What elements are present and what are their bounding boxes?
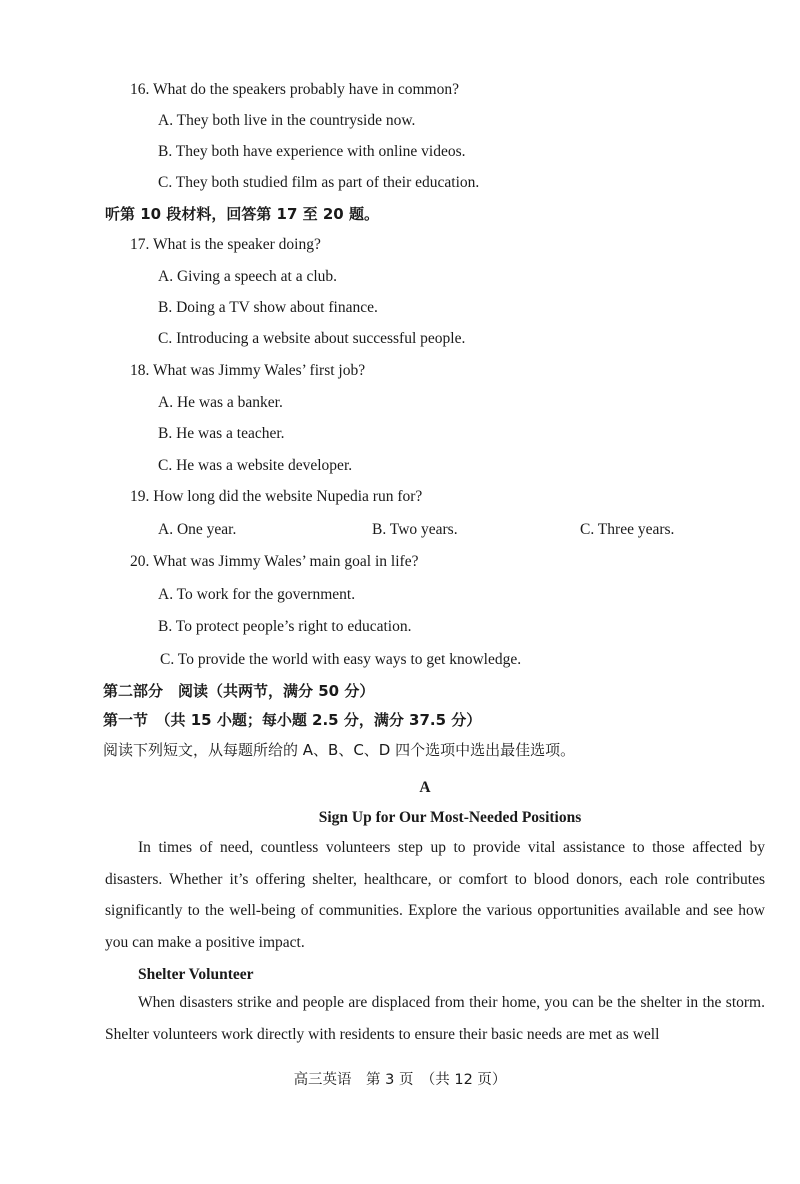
question-16-option-c: C. They both studied film as part of their education. xyxy=(158,174,480,191)
question-17-option-b: B. Doing a TV show about finance. xyxy=(158,299,378,316)
reading-instruction: 阅读下列短文，从每题所给的 A、B、C、D 四个选项中选出最佳选项。 xyxy=(103,741,576,759)
question-19-option-c: C. Three years. xyxy=(580,521,675,538)
passage-title: Sign Up for Our Most-Needed Positions xyxy=(318,809,582,826)
question-16-option-a: A. They both live in the countryside now. xyxy=(158,112,416,129)
question-20-option-c: C. To provide the world with easy ways to get knowledge. xyxy=(160,651,522,668)
question-20-stem: 20. What was Jimmy Wales’ main goal in life? xyxy=(130,553,419,570)
question-17-option-a: A. Giving a speech at a club. xyxy=(158,268,338,285)
question-20-option-b: B. To protect people’s right to education. xyxy=(158,618,412,635)
passage-paragraph-2: When disasters strike and people are displaced from their home, you can be the shelter in the storm. Shelter volunteers work directly with residents to ensure their basic needs are met as well xyxy=(105,994,765,1043)
passage-paragraph-1: In times of need, countless volunteers step up to provide vital assistance to those affected by disasters. Whether it’s offering shelter, healthcare, or comfort to blood donors, each role contributes significantly to the well-being of communities. Explore the various opportunities available and see how you can make a positive impact. xyxy=(105,839,765,951)
question-18-option-a: A. He was a banker. xyxy=(158,394,283,411)
passage-subheading-shelter-volunteer: Shelter Volunteer xyxy=(138,966,254,983)
question-18-option-b: B. He was a teacher. xyxy=(158,425,285,442)
page-footer: 高三英语 第 3 页 （共 12 页） xyxy=(293,1072,507,1088)
question-19-option-b: B. Two years. xyxy=(372,521,458,538)
question-16-stem: 16. What do the speakers probably have in common? xyxy=(130,81,459,98)
passage-letter: A xyxy=(419,779,431,796)
question-19-option-a: A. One year. xyxy=(158,521,237,538)
listening-section-10-instruction: 听第 10 段材料，回答第 17 至 20 题。 xyxy=(105,205,379,223)
question-17-stem: 17. What is the speaker doing? xyxy=(130,236,321,253)
question-18-stem: 18. What was Jimmy Wales’ first job? xyxy=(130,362,366,379)
question-20-option-a: A. To work for the government. xyxy=(158,586,356,603)
part-2-heading: 第二部分 阅读（共两节，满分 50 分） xyxy=(103,682,375,700)
question-17-option-c: C. Introducing a website about successful people. xyxy=(158,330,466,347)
question-19-stem: 19. How long did the website Nupedia run for? xyxy=(130,488,423,505)
section-1-heading: 第一节 （共 15 小题；每小题 2.5 分，满分 37.5 分） xyxy=(103,711,482,729)
question-18-option-c: C. He was a website developer. xyxy=(158,457,353,474)
question-16-option-b: B. They both have experience with online videos. xyxy=(158,143,466,160)
